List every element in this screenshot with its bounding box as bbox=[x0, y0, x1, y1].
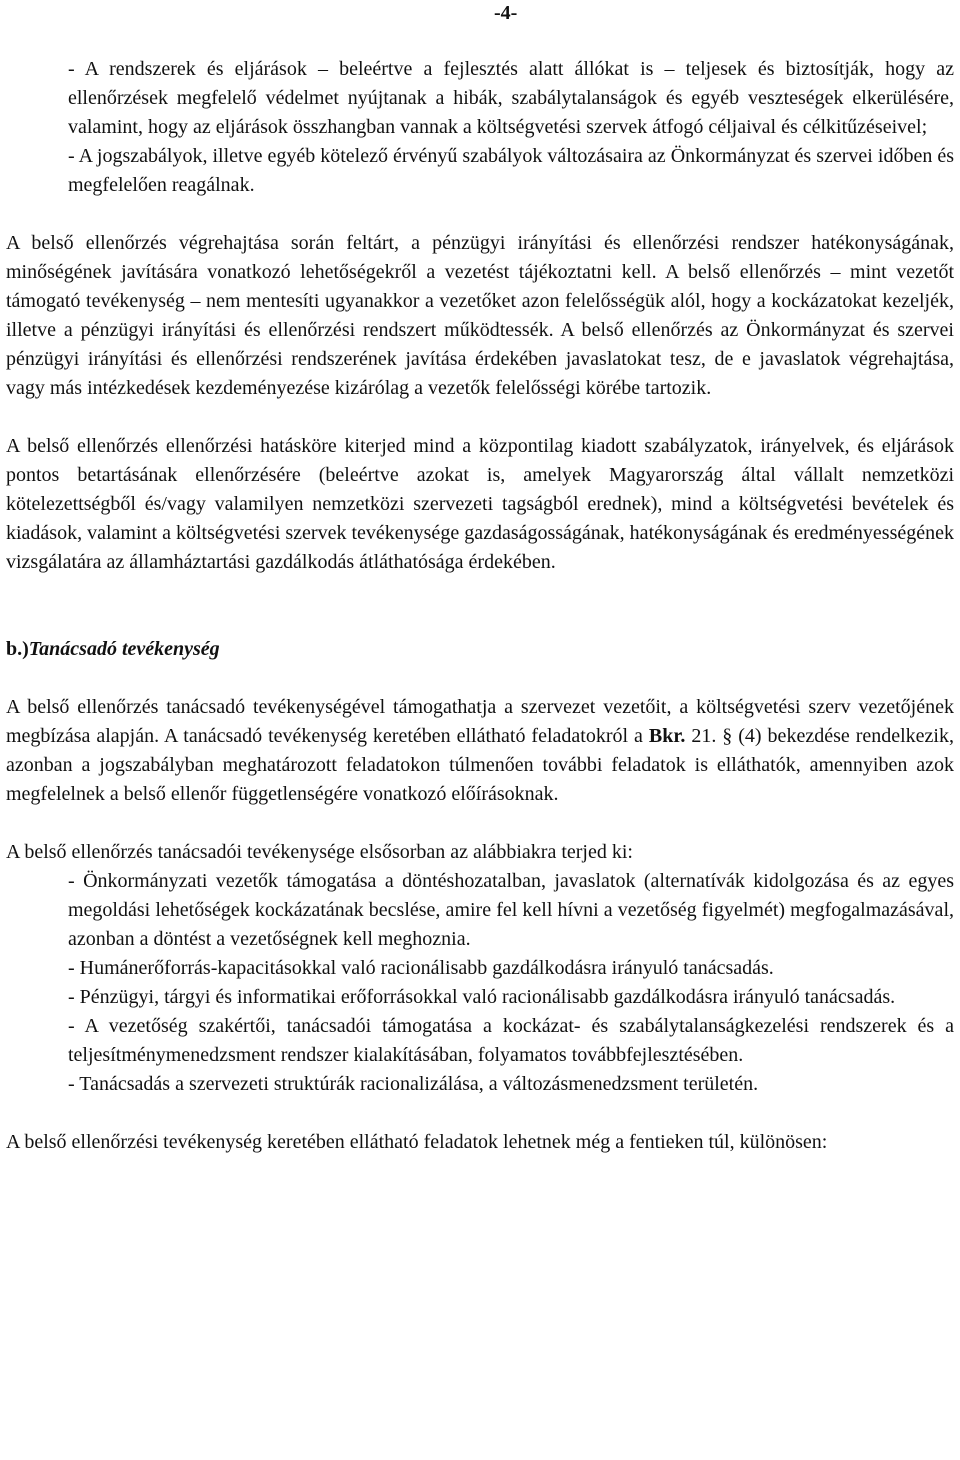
advisory-list-item: - Pénzügyi, tárgyi és informatikai erőforrásokkal való racionálisabb gazdálkodásra irányuló tanácsadás. bbox=[68, 986, 896, 1008]
paragraph-scope: A belső ellenőrzés ellenőrzési hatásköre kiterjed mind a központilag kiadott szabályzatok, irányelvek, és eljárások pontos betartásának ellenőrzésére (beleértve azokat is, amelyek Magyarország által vállalt nemzetközi kötelezettségből és/vagy valamilyen nemzetközi szervezeti tagságból erednek), mind a költségvetési bevételek és kiadások, valamint a költségvetési szervek tevékenysége gazdaságosságának, hatékonyságának és eredményességének vizsgálatára az államháztartási gazdálkodás átláthatósága érdekében. bbox=[6, 435, 954, 573]
advisory-list-item: - Tanácsadás a szervezeti struktúrák racionalizálása, a változásmenedzsment területén. bbox=[68, 1073, 759, 1095]
paragraph-advisory-intro: A belső ellenőrzés tanácsadói tevékenysége elsősorban az alábbiakra terjed ki: bbox=[6, 841, 633, 863]
bkr-abbreviation: Bkr. bbox=[648, 725, 686, 747]
spacer bbox=[6, 403, 954, 432]
document-body bbox=[6, 55, 954, 1157]
section-heading bbox=[6, 635, 954, 664]
page-number: -4- bbox=[494, 2, 518, 24]
spacer bbox=[6, 577, 954, 635]
section-heading-title: Tanácsadó tevékenység bbox=[28, 638, 220, 660]
paragraph-advisory bbox=[6, 693, 954, 809]
paragraph-additional-tasks: A belső ellenőrzési tevékenység keretében ellátható feladatok lehetnek még a fentieken túl, különösen: bbox=[6, 1131, 828, 1153]
spacer bbox=[6, 1099, 954, 1128]
spacer bbox=[6, 809, 954, 838]
intro-bullet: - A jogszabályok, illetve egyéb kötelező érvényű szabályok változásaira az Önkormányzat és szervei időben és megfelelően reagálnak. bbox=[68, 145, 954, 196]
section-heading-tag: b.) bbox=[6, 638, 29, 660]
paragraph-advisory-text: 21. § (4) bekezdése rendelkezik, azonban a jogszabályban meghatározott feladatokon túlmenően további feladatok is elláthatók, amennyiben azok megfelelnek a belső ellenőr függetlenségére vonatkozó előírásoknak. bbox=[6, 725, 954, 805]
advisory-list-item: - Humánerőforrás-kapacitásokkal való racionálisabb gazdálkodásra irányuló tanácsadás. bbox=[68, 957, 774, 979]
intro-bullet: - A rendszerek és eljárások – beleértve a fejlesztés alatt állókat is – teljesek és biztosítják, hogy az ellenőrzések megfelelő védelmet nyújtanak a hibák, szabálytalanságok és egyéb veszteségek elkerülésére, valamint, hogy az eljárások összhangban vannak a költségvetési szervek átfogó céljaival és célkitűzéseivel; bbox=[68, 58, 954, 138]
spacer bbox=[6, 664, 954, 693]
spacer bbox=[6, 200, 954, 229]
advisory-list-item: - A vezetőség szakértői, tanácsadói támogatása a kockázat- és szabálytalanságkezelési rendszerek és a teljesítménymenedzsment rendszer kialakításában, folyamatos továbbfejlesztésében. bbox=[68, 1015, 954, 1066]
advisory-list-item: - Önkormányzati vezetők támogatása a döntéshozatalban, javaslatok (alternatívák kidolgozása és az egyes megoldási lehetőségek kockázatának becslése, amire fel kell hívni a vezetőség figyelmét) megfogalmazásával, azonban a döntést a vezetőségnek kell meghoznia. bbox=[68, 870, 954, 950]
paragraph-advisory-text: A belső ellenőrzés tanácsadó tevékenységével támogathatja a szervezet vezetőit, a költségvetési szerv vezetőjének megbízása alapján. A tanácsadó tevékenység keretében ellátható feladatokról a bbox=[6, 696, 954, 747]
paragraph-reporting: A belső ellenőrzés végrehajtása során feltárt, a pénzügyi irányítási és ellenőrzési rendszer hatékonyságának, minőségének javítására vonatkozó lehetőségekről a vezetést tájékoztatni kell. A belső ellenőrzés – mint vezetőt támogató tevékenység – nem mentesíti ugyanakkor a vezetőket azon felelősségük alól, hogy a kockázatokat kezeljék, illetve a pénzügyi irányítási és ellenőrzési rendszert működtessék. A belső ellenőrzés az Önkormányzat és szervei pénzügyi irányítási és ellenőrzési rendszerének javítása érdekében javaslatokat tesz, de e javaslatok végrehajtása, vagy más intézkedések kezdeményezése kizárólag a vezetők felelősségi körébe tartozik. bbox=[6, 232, 954, 399]
